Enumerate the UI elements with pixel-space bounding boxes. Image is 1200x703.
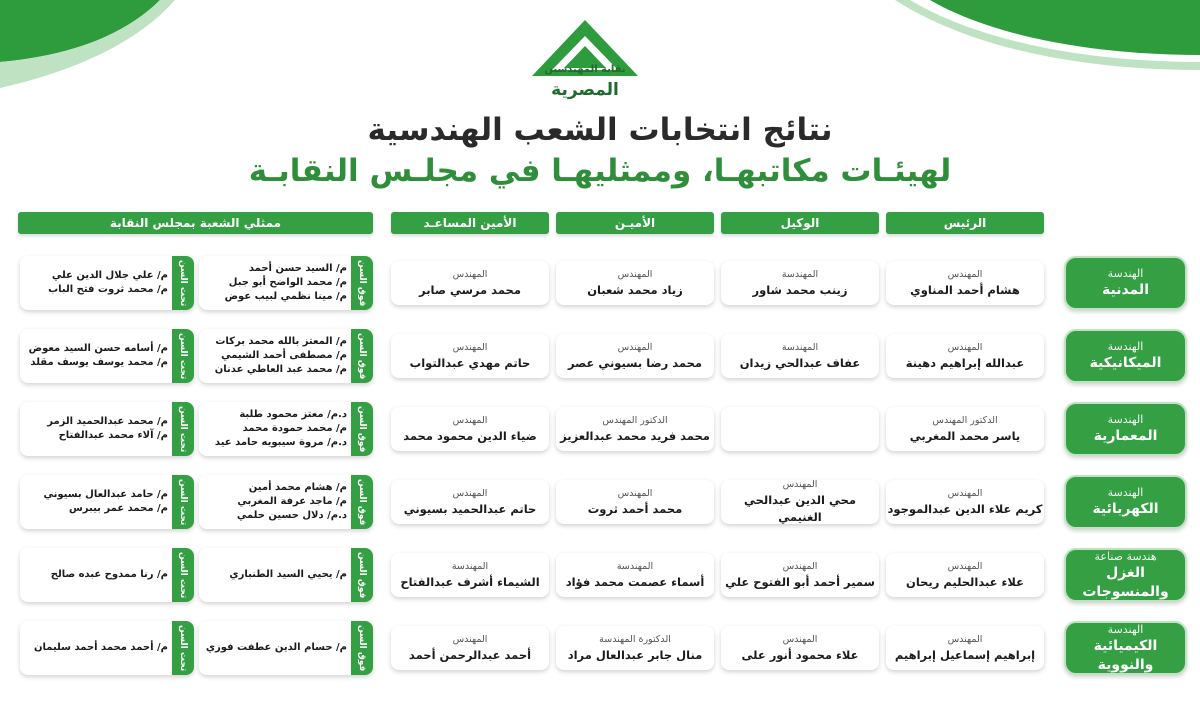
division-label-line2: الكيميائية والنووية bbox=[1093, 637, 1158, 673]
rep-name: م/ حامد عبدالعال بسيوني bbox=[43, 489, 168, 500]
division-label-line1: الهندسة bbox=[1107, 486, 1144, 499]
division-label-line2: المعمارية bbox=[1093, 428, 1158, 444]
rep-name: م/ يحيي السيد الطنباري bbox=[229, 569, 347, 580]
card-title: المهندس bbox=[947, 341, 983, 353]
card-name: أحمد عبدالرحمن أحمد bbox=[408, 647, 532, 662]
age-badge-over: فوق السن bbox=[351, 548, 373, 602]
rep-under-age bbox=[20, 402, 194, 456]
header-secretary: الأميـن bbox=[556, 212, 714, 234]
rep-name: م/ مصطفى أحمد الشيمي bbox=[221, 350, 347, 361]
card-secretary bbox=[556, 334, 714, 378]
division-label-line2: الكهربائية bbox=[1092, 501, 1159, 517]
card-president bbox=[886, 407, 1044, 451]
rep-under-age bbox=[20, 548, 194, 602]
card-name: محمد أحمد ثروت bbox=[587, 501, 683, 516]
card-title: المهندس bbox=[782, 560, 818, 572]
card-name: ياسر محمد المغربي bbox=[909, 428, 1021, 443]
division-label-line1: الهندسة bbox=[1107, 622, 1144, 636]
card-title: المهندس bbox=[617, 268, 653, 280]
card-title: المهندس bbox=[782, 633, 818, 645]
rep-names bbox=[24, 329, 168, 383]
rep-under-age bbox=[20, 329, 194, 383]
age-badge-over: فوق السن bbox=[351, 621, 373, 675]
division-label-line1: الهندسة bbox=[1107, 267, 1144, 280]
rep-names bbox=[24, 621, 168, 675]
card-title: المهندس bbox=[782, 479, 818, 490]
card-name: حاتم مهدي عبدالتواب bbox=[409, 355, 531, 370]
division-label bbox=[1064, 256, 1187, 310]
age-badge-under: تحت السن bbox=[172, 256, 194, 310]
division-label-line1: الهندسة bbox=[1107, 340, 1144, 353]
age-badge-over: فوق السن bbox=[351, 402, 373, 456]
card-title: المهندس bbox=[617, 341, 653, 353]
rep-names bbox=[24, 402, 168, 456]
header-assistant-secretary: الأمين المساعـد bbox=[391, 212, 549, 234]
age-badge-over: فوق السن bbox=[351, 329, 373, 383]
rep-name: د.م/ مروة سيبويه حامد عيد bbox=[214, 437, 347, 448]
rep-name: م/ محمد حمودة محمد bbox=[242, 423, 347, 434]
rep-name: م/ ماجد عرفة المغربي bbox=[237, 496, 347, 507]
page-title: نتائج انتخابات الشعب الهندسية bbox=[367, 112, 833, 148]
card-assistant bbox=[391, 553, 549, 597]
age-badge-under: تحت السن bbox=[172, 329, 194, 383]
card-title: المهندس bbox=[947, 560, 983, 572]
age-badge-under: تحت السن bbox=[172, 475, 194, 529]
rep-over-age bbox=[199, 256, 373, 310]
rep-over-age bbox=[199, 402, 373, 456]
rep-name: م/ مينا نظمي لبيب عوض bbox=[224, 291, 347, 302]
division-label-line1: هندسة صناعة bbox=[1094, 549, 1157, 563]
rep-names bbox=[203, 402, 347, 456]
rep-names bbox=[203, 329, 347, 383]
header-representatives: ممثلي الشعبة بمجلس النقابة bbox=[18, 212, 373, 234]
card-name: عفاف عبدالحي زيدان bbox=[739, 355, 861, 370]
card-president bbox=[886, 626, 1044, 670]
card-president bbox=[886, 480, 1044, 524]
rep-name: م/ أحمد محمد أحمد سليمان bbox=[33, 642, 168, 653]
rep-names bbox=[203, 475, 347, 529]
rep-name: م/ المعتز بالله محمد بركات bbox=[215, 336, 347, 347]
card-name: حاتم عبدالحميد بسيوني bbox=[403, 501, 537, 516]
division-label-line2: الميكانيكية bbox=[1089, 355, 1162, 371]
age-badge-under: تحت السن bbox=[172, 402, 194, 456]
page-subtitle: لهيئـات مكاتبهـا، وممثليهـا في مجلـس النقابـة bbox=[248, 153, 952, 189]
card-name: الشيماء أشرف عبدالفتاح bbox=[400, 574, 540, 589]
card-deputy bbox=[721, 334, 879, 378]
rep-name: م/ علي جلال الدين علي bbox=[51, 270, 168, 281]
rep-over-age bbox=[199, 548, 373, 602]
division-label bbox=[1064, 621, 1187, 675]
card-title: المهندسة bbox=[781, 268, 819, 280]
card-secretary bbox=[556, 553, 714, 597]
rep-name: د.م/ دلال حسين حلمي bbox=[236, 510, 347, 521]
rep-name: م/ محمد عمر بيبرس bbox=[69, 503, 168, 514]
card-name: كريم علاء الدين عبدالموجود bbox=[887, 501, 1043, 516]
card-title: المهندس bbox=[452, 341, 488, 353]
card-president bbox=[886, 261, 1044, 305]
card-deputy bbox=[721, 407, 879, 451]
card-president bbox=[886, 553, 1044, 597]
card-assistant bbox=[391, 407, 549, 451]
card-title: المهندسة bbox=[451, 560, 489, 572]
card-title: المهندس bbox=[452, 414, 488, 426]
card-name: منال جابر عبدالعال مراد bbox=[567, 647, 703, 662]
card-name: علاء محمود أنور على bbox=[741, 647, 859, 662]
rep-name: م/ هشام محمد أمين bbox=[248, 482, 347, 493]
card-assistant bbox=[391, 261, 549, 305]
rep-names bbox=[24, 548, 168, 602]
rep-under-age bbox=[20, 256, 194, 310]
card-secretary bbox=[556, 480, 714, 524]
rep-name: م/ محمد الواضح أبو جبل bbox=[228, 277, 347, 288]
header-deputy: الوكيل bbox=[721, 212, 879, 234]
card-secretary bbox=[556, 626, 714, 670]
division-label bbox=[1064, 329, 1187, 383]
card-title: المهندس bbox=[947, 268, 983, 280]
rep-name: م/ محمد عبد العاطي عدنان bbox=[214, 364, 347, 375]
card-title: المهندس bbox=[947, 633, 983, 645]
rep-names bbox=[24, 475, 168, 529]
card-name: محمد فريد محمد عبدالعزيز bbox=[560, 428, 710, 443]
card-deputy bbox=[721, 626, 879, 670]
age-badge-over: فوق السن bbox=[351, 256, 373, 310]
rep-over-age bbox=[199, 621, 373, 675]
division-label bbox=[1064, 475, 1187, 529]
division-label bbox=[1064, 402, 1187, 456]
card-deputy bbox=[721, 553, 879, 597]
rep-name: م/ آلاء محمد عبدالفتاح bbox=[58, 430, 168, 441]
rep-under-age bbox=[20, 621, 194, 675]
rep-name: م/ أسامه حسن السيد معوض bbox=[28, 343, 168, 354]
card-assistant bbox=[391, 626, 549, 670]
age-badge-under: تحت السن bbox=[172, 548, 194, 602]
card-secretary bbox=[556, 261, 714, 305]
header-president: الرئيس bbox=[886, 212, 1044, 234]
rep-name: م/ محمد يوسف يوسف مقلد bbox=[30, 357, 168, 368]
rep-name: د.م/ معتز محمود طلبة bbox=[239, 409, 347, 420]
division-label-line1: الهندسة bbox=[1107, 413, 1144, 426]
card-assistant bbox=[391, 480, 549, 524]
green-swoosh-left bbox=[0, 0, 240, 100]
card-name: عبدالله إبراهيم دهينة bbox=[905, 355, 1025, 370]
division-label bbox=[1064, 548, 1187, 602]
card-name: سمير أحمد أبو الفتوح علي bbox=[725, 574, 875, 589]
card-deputy bbox=[721, 261, 879, 305]
logo-text-bottom: المصرية bbox=[551, 80, 619, 100]
rep-name: م/ محمد ثروت فتح الباب bbox=[48, 284, 168, 295]
syndicate-logo bbox=[530, 18, 650, 108]
rep-name: م/ محمد عبدالحميد الزمر bbox=[47, 416, 168, 427]
card-name: محي الدين عبدالحي الغنيمي bbox=[744, 493, 856, 524]
age-badge-under: تحت السن bbox=[172, 621, 194, 675]
card-title: المهندس bbox=[452, 487, 488, 499]
card-secretary bbox=[556, 407, 714, 451]
card-title: المهندسة bbox=[616, 560, 654, 572]
logo-text-top: نقابة المهندسين bbox=[544, 64, 626, 75]
card-title: الدكتور المهندس bbox=[602, 414, 668, 426]
card-name: هشام أحمد المناوي bbox=[910, 282, 1020, 297]
rep-name: م/ رنا ممدوح عبده صالح bbox=[50, 569, 168, 580]
card-name: إبراهيم إسماعيل إبراهيم bbox=[894, 647, 1036, 662]
card-deputy bbox=[721, 480, 879, 524]
card-name: علاء عبدالحليم ريحان bbox=[906, 574, 1024, 589]
card-name: محمد رضا بسيوني عصر bbox=[567, 355, 703, 370]
card-title: المهندس bbox=[452, 633, 488, 645]
age-badge-over: فوق السن bbox=[351, 475, 373, 529]
rep-names bbox=[203, 621, 347, 675]
rep-over-age bbox=[199, 475, 373, 529]
rep-name: م/ حسام الدين عطفت فوزي bbox=[205, 642, 347, 653]
card-president bbox=[886, 334, 1044, 378]
card-name: زينب محمد شاور bbox=[752, 282, 848, 297]
card-title: المهندس bbox=[947, 487, 983, 499]
card-title: الدكتورة المهندسة bbox=[599, 633, 671, 645]
rep-names bbox=[203, 256, 347, 310]
card-title: المهندس bbox=[452, 268, 488, 280]
rep-under-age bbox=[20, 475, 194, 529]
rep-name: م/ السيد حسن أحمد bbox=[248, 263, 347, 274]
card-name: ضياء الدين محمود محمد bbox=[403, 428, 537, 443]
card-name: أسماء عصمت محمد فؤاد bbox=[565, 574, 705, 589]
card-name: محمد مرسي صابر bbox=[419, 282, 521, 297]
card-title: الدكتور المهندس bbox=[932, 414, 998, 426]
division-label-line2: المدنية bbox=[1102, 282, 1149, 298]
card-title: المهندس bbox=[617, 487, 653, 499]
card-name: زياد محمد شعبان bbox=[587, 282, 683, 297]
rep-names bbox=[24, 256, 168, 310]
card-assistant bbox=[391, 334, 549, 378]
rep-over-age bbox=[199, 329, 373, 383]
card-title: المهندسة bbox=[781, 341, 819, 353]
rep-names bbox=[203, 548, 347, 602]
green-swoosh-right bbox=[870, 0, 1200, 70]
division-label-line2: الغزل والمنسوجات bbox=[1082, 564, 1169, 600]
